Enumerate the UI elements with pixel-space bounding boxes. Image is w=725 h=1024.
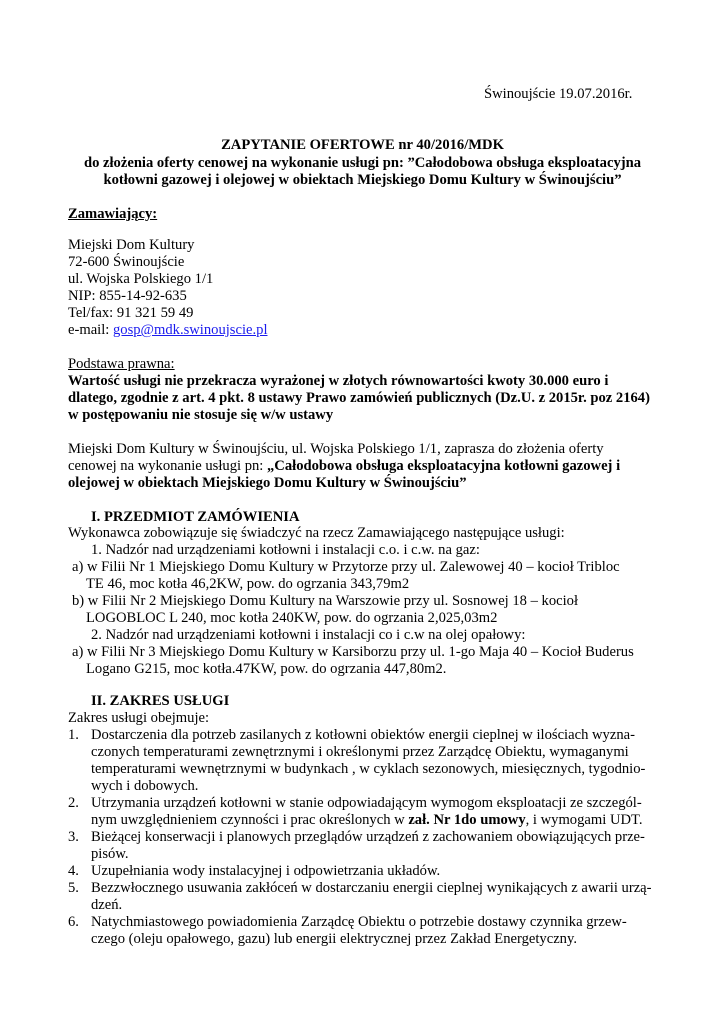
legal-basis-line-2: dlatego, zgodnie z art. 4 pkt. 8 ustawy Prawo zamówień publicznych (Dz.U. z 2015r. poz 2164) bbox=[68, 390, 650, 406]
scope-item-line: czego (oleju opałowego, gazu) lub energii elektrycznej przez Zakład Energetyczny. bbox=[91, 931, 577, 947]
scope-item-number: 3. bbox=[68, 829, 79, 845]
scope-item-line: Bieżącej konserwacji i planowych przeglądów urządzeń z zachowaniem obowiązujących prze- bbox=[91, 829, 645, 845]
scope-item-number: 2. bbox=[68, 795, 79, 811]
date-place: Świnoujście 19.07.2016r. bbox=[484, 86, 633, 102]
scope-item-line: dzeń. bbox=[91, 897, 123, 913]
section2-intro: Zakres usługi obejmuje: bbox=[68, 710, 210, 726]
legal-basis-line-3: w postępowaniu nie stosuje się w/w ustawy bbox=[68, 407, 334, 423]
scope-item-line: wych i dobowych. bbox=[91, 778, 199, 794]
legal-basis-heading: Podstawa prawna: bbox=[68, 356, 175, 372]
invitation-line-3: olejowej w obiektach Miejskiego Domu Kultury w Świnoujściu” bbox=[68, 475, 467, 491]
ordering-party-nip: NIP: 855-14-92-635 bbox=[68, 288, 187, 304]
email-link[interactable]: gosp@mdk.swinoujscie.pl bbox=[112, 322, 268, 338]
section1-heading: I. PRZEDMIOT ZAMÓWIENIA bbox=[91, 509, 300, 525]
scope-item-line: pisów. bbox=[91, 846, 129, 862]
section1-item-1a-line-1: a) w Filii Nr 1 Miejskiego Domu Kultury w Przytorze przy ul. Zalewowej 40 – kocioł Tribloc bbox=[72, 559, 620, 575]
section1-item-2a-line-2: Logano G215, moc kotła.47KW, pow. do ogrzania 447,80m2. bbox=[86, 661, 447, 677]
scope-item-number: 5. bbox=[68, 880, 79, 896]
section1-item-1: 1. Nadzór nad urządzeniami kotłowni i instalacji c.o. i c.w. na gaz: bbox=[91, 542, 480, 558]
invitation-plain: cenowej na wykonanie usługi pn: bbox=[68, 458, 267, 474]
scope-item-text: , i wymogami UDT. bbox=[525, 812, 643, 828]
title-line-3: kotłowni gazowej i olejowej w obiektach Miejskiego Domu Kultury w Świnoujściu” bbox=[103, 172, 622, 188]
section1-item-1a-line-2: TE 46, moc kotła 46,2KW, pow. do ogrzania 343,79m2 bbox=[86, 576, 410, 592]
invitation-line-2 bbox=[68, 458, 620, 475]
email-label: e-mail: bbox=[68, 322, 113, 338]
title-line-1: ZAPYTANIE OFERTOWE nr 40/2016/MDK bbox=[221, 137, 504, 153]
section1-item-2a-line-1: a) w Filii Nr 3 Miejskiego Domu Kultury w Karsiborzu przy ul. 1-go Maja 40 – Kocioł Buderus bbox=[72, 644, 634, 660]
annex-reference: zał. Nr 1do umowy bbox=[408, 812, 526, 828]
scope-item-number: 6. bbox=[68, 914, 79, 930]
section1-item-1b-line-2: LOGOBLOC L 240, moc kotła 240KW, pow. do ogrzania 2,025,03m2 bbox=[86, 610, 498, 626]
scope-item-line: Natychmiastowego powiadomienia Zarządcę Obiektu o potrzebie dostawy czynnika grzew- bbox=[91, 914, 627, 930]
section2-heading: II. ZAKRES USŁUGI bbox=[91, 693, 230, 709]
scope-item-text: nym uwzględnieniem czynności i prac określonych w bbox=[91, 812, 409, 828]
ordering-party-heading: Zamawiający: bbox=[68, 206, 158, 222]
scope-item-line: Bezzwłocznego usuwania zakłóceń w dostarczaniu energii cieplnej wynikających z awarii urzą- bbox=[91, 880, 652, 896]
legal-basis-line-1: Wartość usługi nie przekracza wyrażonej w złotych równowartości kwoty 30.000 euro i bbox=[68, 373, 609, 389]
ordering-party-name: Miejski Dom Kultury bbox=[68, 237, 195, 253]
ordering-party-email-line bbox=[68, 322, 268, 339]
invitation-line-1: Miejski Dom Kultury w Świnoujściu, ul. Wojska Polskiego 1/1, zaprasza do złożenia oferty bbox=[68, 441, 604, 457]
section1-item-1b-line-1: b) w Filii Nr 2 Miejskiego Domu Kultury na Warszowie przy ul. Sosnowej 18 – kocioł bbox=[72, 593, 579, 609]
scope-item-line: temperaturami wewnętrznymi w budynkach , w cyklach sezonowych, miesięcznych, tygodnio- bbox=[91, 761, 646, 777]
scope-item-line: Uzupełniania wody instalacyjnej i odpowietrzania układów. bbox=[91, 863, 441, 879]
scope-item-line: czonych temperaturami zewnętrznymi i określonymi przez Zarządcę Obiektu, wymaganymi bbox=[91, 744, 629, 760]
scope-item-line: Dostarczenia dla potrzeb zasilanych z kotłowni obiektów energii cieplnej w ilościach wyzna- bbox=[91, 727, 635, 743]
scope-item-line bbox=[91, 812, 643, 829]
ordering-party-street: ul. Wojska Polskiego 1/1 bbox=[68, 271, 214, 287]
scope-item-number: 1. bbox=[68, 727, 79, 743]
scope-item-number: 4. bbox=[68, 863, 79, 879]
title-line-2: do złożenia oferty cenowej na wykonanie usługi pn: ”Całodobowa obsługa eksploatacyjna bbox=[83, 155, 642, 171]
section1-intro: Wykonawca zobowiązuje się świadczyć na rzecz Zamawiającego następujące usługi: bbox=[68, 525, 565, 541]
section1-item-2: 2. Nadzór nad urządzeniami kotłowni i instalacji co i c.w na olej opałowy: bbox=[91, 627, 526, 643]
invitation-service-name: „Całodobowa obsługa eksploatacyjna kotłowni gazowej i bbox=[267, 458, 621, 474]
scope-item-line: Utrzymania urządzeń kotłowni w stanie odpowiadającym wymogom eksploatacji ze szczegól- bbox=[91, 795, 642, 811]
ordering-party-city: 72-600 Świnoujście bbox=[68, 254, 185, 270]
ordering-party-phone: Tel/fax: 91 321 59 49 bbox=[68, 305, 194, 321]
